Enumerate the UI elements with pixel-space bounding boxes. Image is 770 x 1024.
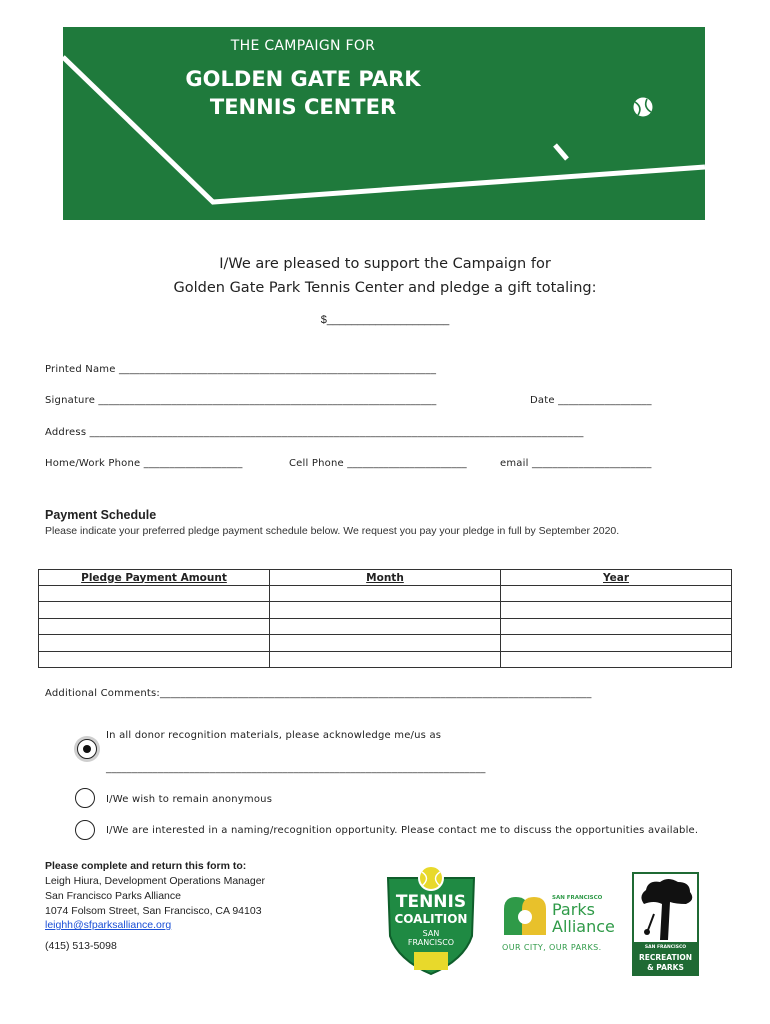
campaign-banner	[63, 27, 705, 220]
parks-alliance-emblem-icon	[500, 895, 548, 937]
year-cell[interactable]	[501, 618, 732, 634]
year-cell[interactable]	[501, 586, 732, 602]
email-field[interactable]: email _______________________	[500, 458, 652, 469]
anonymous-label: I/We wish to remain anonymous	[106, 794, 273, 805]
contact-phone: (415) 513-5098	[45, 940, 117, 952]
year-cell[interactable]	[501, 651, 732, 667]
column-header-month: Month	[270, 570, 501, 586]
payment-schedule-title: Payment Schedule	[45, 508, 157, 522]
banner-subtitle: THE CAMPAIGN FOR	[230, 38, 376, 54]
table-row	[39, 602, 732, 618]
tennis-coalition-title: TENNIS	[395, 892, 467, 912]
amount-cell[interactable]	[39, 602, 270, 618]
naming-opportunity-radio[interactable]	[75, 820, 95, 840]
amount-cell[interactable]	[39, 586, 270, 602]
amount-cell[interactable]	[39, 618, 270, 634]
return-instructions: Please complete and return this form to:	[45, 860, 247, 872]
parks-alliance-name-1: Parks	[552, 900, 595, 919]
month-cell[interactable]	[270, 602, 501, 618]
tennis-court-lines	[63, 27, 705, 220]
parks-alliance-logo	[500, 893, 618, 955]
month-cell[interactable]	[270, 651, 501, 667]
parks-alliance-small-text: SAN FRANCISCO	[552, 895, 603, 901]
home-work-phone-field[interactable]: Home/Work Phone ___________________	[45, 458, 243, 469]
intro-line-1: I/We are pleased to support the Campaign for	[219, 256, 551, 272]
payment-schedule-table	[38, 569, 732, 668]
intro-line-2: Golden Gate Park Tennis Center and pledge a gift totaling:	[173, 280, 597, 296]
acknowledge-label: In all donor recognition materials, please acknowledge me/us as	[106, 730, 442, 741]
column-header-amount: Pledge Payment Amount	[39, 570, 270, 586]
additional-comments-field[interactable]: Additional Comments:___________________________________________________________________________________	[45, 688, 592, 699]
contact-org: San Francisco Parks Alliance	[45, 890, 181, 902]
contact-address: 1074 Folsom Street, San Francisco, CA 94103	[45, 905, 262, 917]
pledge-amount-field[interactable]: $____________________	[320, 314, 450, 326]
parks-alliance-tagline: OUR CITY, OUR PARKS.	[502, 943, 602, 952]
rec-parks-line-3: & PARKS	[647, 963, 684, 972]
table-row	[39, 651, 732, 667]
amount-cell[interactable]	[39, 651, 270, 667]
contact-email-wrap	[45, 919, 171, 931]
table-row	[39, 635, 732, 651]
month-cell[interactable]	[270, 586, 501, 602]
acknowledge-radio[interactable]	[77, 739, 97, 759]
date-field[interactable]: Date __________________	[530, 395, 652, 406]
contact-email-link[interactable]: leighh@sfparksalliance.org	[45, 919, 172, 931]
banner-title-line2: TENNIS CENTER	[209, 95, 397, 119]
tennis-coalition-logo	[384, 864, 478, 976]
naming-opportunity-label: I/We are interested in a naming/recognition opportunity. Please contact me to discuss the opportunities available.	[106, 825, 699, 836]
year-cell[interactable]	[501, 602, 732, 618]
month-cell[interactable]	[270, 618, 501, 634]
year-cell[interactable]	[501, 635, 732, 651]
rec-parks-line-1: SAN FRANCISCO	[644, 945, 687, 950]
signature-field[interactable]: Signature _________________________________________________________________	[45, 395, 437, 406]
rec-parks-logo	[632, 872, 699, 976]
table-header-row	[39, 570, 732, 586]
tennis-coalition-city-2: FRANCISCO	[407, 938, 455, 947]
payment-schedule-description: Please indicate your preferred pledge payment schedule below. We request you pay your pledge in full by September 2020.	[45, 525, 620, 537]
printed-name-field[interactable]: Printed Name _____________________________________________________________	[45, 364, 437, 375]
parks-alliance-name-2: Alliance	[552, 917, 615, 936]
column-header-year: Year	[501, 570, 732, 586]
anonymous-radio[interactable]	[75, 788, 95, 808]
rec-parks-line-2: RECREATION	[638, 953, 693, 962]
banner-title-line1: GOLDEN GATE PARK	[185, 67, 421, 91]
contact-name: Leigh Hiura, Development Operations Manager	[45, 875, 266, 887]
tennis-coalition-subtitle: COALITION	[394, 912, 468, 926]
address-field[interactable]: Address _______________________________________________________________________________________________	[45, 427, 584, 438]
table-row	[39, 586, 732, 602]
tennis-ball-icon	[632, 96, 654, 118]
acknowledge-name-field[interactable]: _________________________________________________________________________	[106, 763, 486, 774]
cell-phone-field[interactable]: Cell Phone _______________________	[289, 458, 467, 469]
amount-cell[interactable]	[39, 635, 270, 651]
tennis-coalition-city-1: SAN	[422, 929, 440, 938]
tree-icon	[634, 874, 697, 942]
table-row	[39, 618, 732, 634]
month-cell[interactable]	[270, 635, 501, 651]
